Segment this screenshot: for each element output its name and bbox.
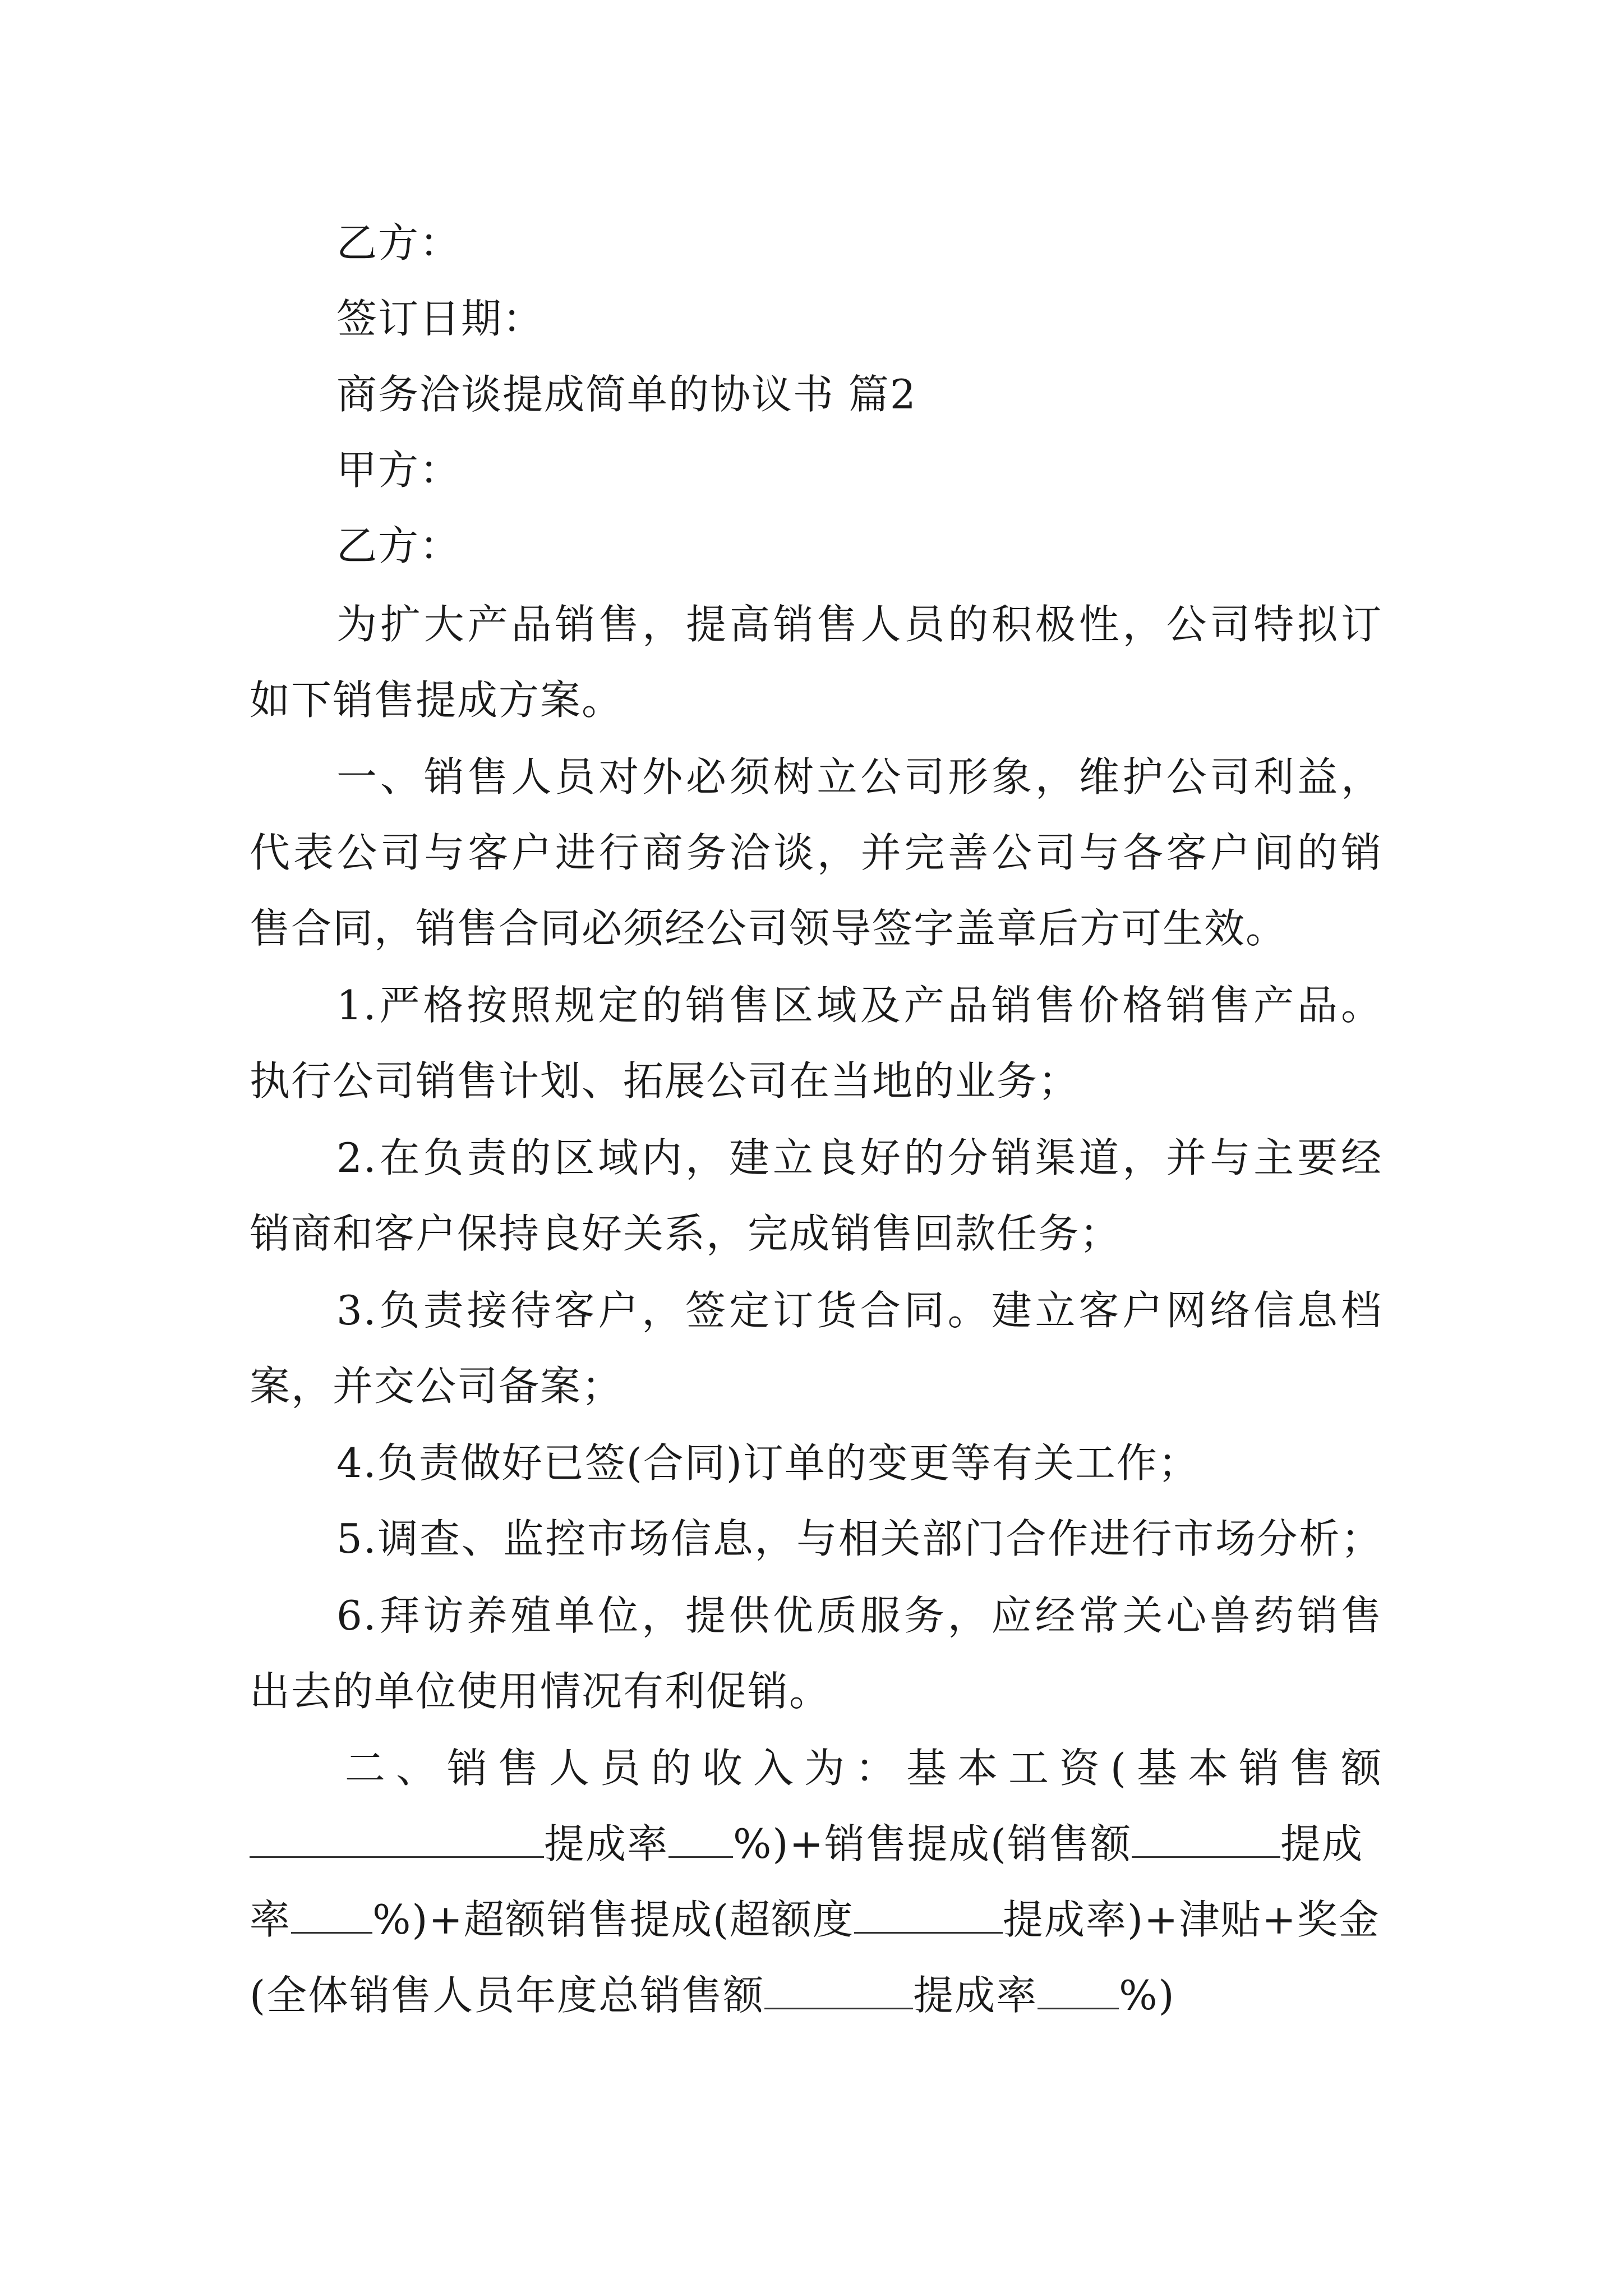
blank-total-sales[interactable] xyxy=(764,1968,913,2009)
paragraph-line: 一、销售人员对外必须树立公司形象，维护公司利益， xyxy=(336,753,1382,800)
blank-sales-amount[interactable] xyxy=(1132,1817,1280,1858)
list-item-3: 3.负责接待客户，签定订货合同。建立客户网络信息档 xyxy=(336,1287,1382,1334)
income-formula-line-2: 提成率 %)+销售提成(销售额 提成 xyxy=(250,1816,1382,1872)
income-paragraph: 二、销售人员的收入为：基本工资(基本销售额 xyxy=(345,1745,1382,1792)
paragraph-line: 为扩大产品销售，提高销售人员的积极性，公司特拟订 xyxy=(336,601,1382,648)
signing-date-label: 签订日期： xyxy=(336,295,545,342)
party-b-label: 乙方： xyxy=(336,219,462,266)
party-b-label-2: 乙方： xyxy=(336,522,462,569)
paragraph-line: 代表公司与客户进行商务洽谈，并完善公司与各客户间的销 xyxy=(250,829,1382,876)
party-a-label: 甲方： xyxy=(336,447,462,494)
blank-base-sales[interactable] xyxy=(250,1817,544,1858)
blank-excess-amount[interactable] xyxy=(854,1893,1003,1934)
list-item-6: 6.拜访养殖单位，提供优质服务，应经常关心兽药销售 xyxy=(336,1592,1382,1639)
income-formula-line-4: (全体销售人员年度总销售额 提成率 %) xyxy=(250,1967,1382,2023)
paragraph-line: 售合同，销售合同必须经公司领导签字盖章后方可生效。 xyxy=(250,905,1288,952)
blank-rate-1[interactable] xyxy=(668,1817,733,1858)
list-item-6-cont: 出去的单位使用情况有利促销。 xyxy=(250,1668,831,1715)
list-item-5: 5.调查、监控市场信息，与相关部门合作进行市场分析； xyxy=(336,1515,1382,1562)
list-item-1: 1.严格按照规定的销售区域及产品销售价格销售产品。 xyxy=(336,982,1382,1029)
list-item-2: 2.在负责的区域内，建立良好的分销渠道，并与主要经 xyxy=(336,1134,1382,1181)
list-item-2-cont: 销商和客户保持良好关系，完成销售回款任务； xyxy=(250,1210,1122,1257)
list-item-3-cont: 案，并交公司备案； xyxy=(250,1363,624,1410)
paragraph-line: 如下销售提成方案。 xyxy=(250,677,624,724)
blank-rate-3[interactable] xyxy=(1038,1968,1119,2009)
section-title: 商务洽谈提成简单的协议书 篇2 xyxy=(336,371,917,418)
blank-rate-2[interactable] xyxy=(291,1893,372,1934)
list-item-4: 4.负责做好已签(合同)订单的变更等有关工作； xyxy=(336,1439,1200,1487)
list-item-1-cont: 执行公司销售计划、拓展公司在当地的业务； xyxy=(250,1057,1080,1105)
income-formula-line-3: 率 %)+超额销售提成(超额度 提成率)+津贴+奖金 xyxy=(250,1892,1382,1948)
